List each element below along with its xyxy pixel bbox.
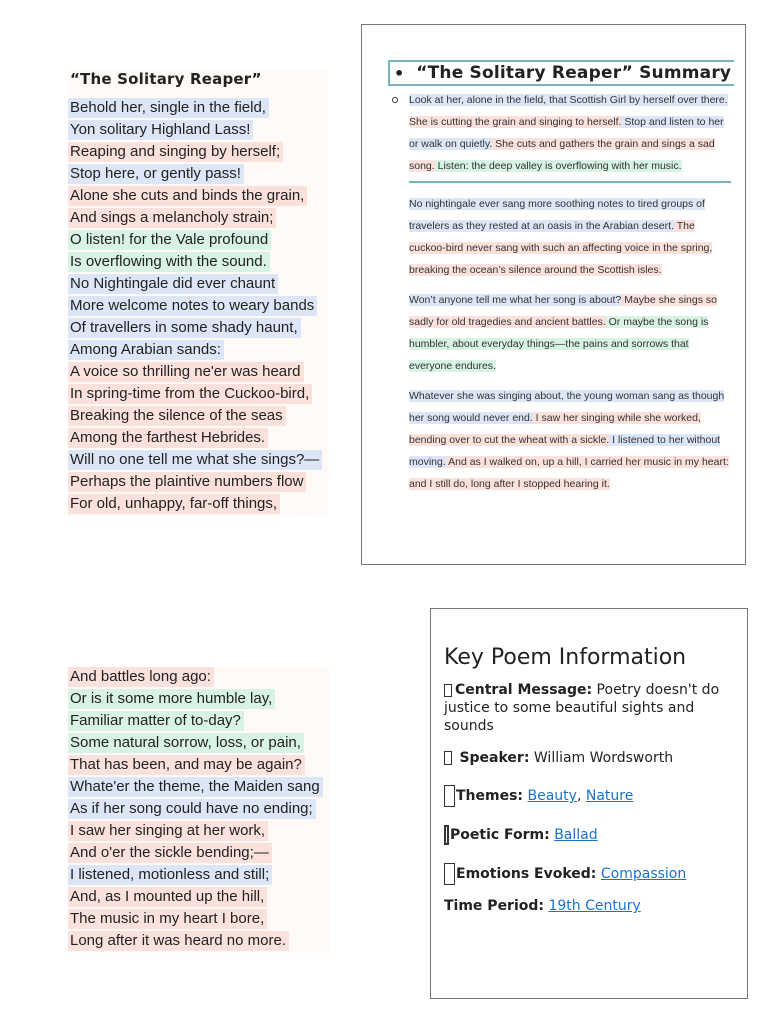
central-message-value: Poetry doesn't do justice to some beautiful sights and sounds	[444, 682, 720, 734]
summary-sentence: Listen: the deep valley is overflowing with her music.	[434, 160, 682, 172]
poem-line: And battles long ago:	[68, 667, 214, 687]
poem-line: I listened, motionless and still;	[68, 865, 272, 885]
poem-line: Of travellers in some shady haunt,	[68, 318, 301, 338]
poem-line: And sings a melancholy strain;	[68, 208, 276, 228]
summary-body	[409, 89, 731, 503]
speaker-value: William Wordsworth	[529, 750, 674, 766]
summary-panel	[361, 24, 746, 565]
poem-line: Perhaps the plaintive numbers flow	[68, 472, 306, 492]
poem-line: Behold her, single in the field,	[68, 98, 269, 118]
summary-paragraph	[409, 193, 731, 281]
poem-line: Among the farthest Hebrides.	[68, 428, 268, 448]
themes-separator: ,	[576, 788, 586, 804]
poem-line: Yon solitary Highland Lass!	[68, 120, 253, 140]
circle-bullet-icon	[392, 97, 398, 103]
missing-glyph-icon	[444, 825, 449, 845]
summary-paragraph	[409, 89, 731, 183]
themes-item	[444, 785, 734, 807]
summary-sentence: Stop and listen to her or walk on quietly.	[409, 116, 724, 150]
missing-glyph-icon	[444, 751, 452, 765]
summary-paragraph	[409, 289, 731, 377]
missing-glyph-icon	[444, 785, 455, 807]
poem-line: As if her song could have no ending;	[68, 799, 316, 819]
summary-sentence: I saw her singing while she worked, bending over to cut the wheat with a sickle.	[409, 412, 701, 446]
poem-part-1	[68, 70, 328, 516]
poem-line: A voice so thrilling ne'er was heard	[68, 362, 304, 382]
central-message-item	[444, 681, 734, 735]
bullet-icon: •	[394, 63, 405, 83]
summary-sentence: She is cutting the grain and singing to herself.	[409, 116, 622, 128]
poem-line: Some natural sorrow, loss, or pain,	[68, 733, 304, 753]
summary-title: “The Solitary Reaper” Summary	[416, 63, 732, 83]
summary-sentence: I listened to her without moving.	[409, 434, 721, 468]
central-message-label: Central Message:	[455, 682, 593, 698]
poem-line: More welcome notes to weary bands	[68, 296, 317, 316]
poem-lines	[68, 98, 322, 514]
poem-line: Long after it was heard no more.	[68, 931, 289, 951]
summary-paragraph	[409, 385, 731, 495]
key-info-heading: Key Poem Information	[444, 645, 687, 670]
time-period-item	[444, 897, 734, 915]
summary-sentence: Look at her, alone in the field, that Scottish Girl by herself over there.	[409, 94, 728, 106]
poem-lines	[68, 667, 323, 951]
poem-line: I saw her singing at her work,	[68, 821, 268, 841]
poem-line: Whate'er the theme, the Maiden sang	[68, 777, 323, 797]
poem-line: Familiar matter of to-day?	[68, 711, 244, 731]
poem-line: Stop here, or gently pass!	[68, 164, 244, 184]
time-period-label: Time Period:	[444, 898, 545, 914]
poem-line: The music in my heart I bore,	[68, 909, 267, 929]
poem-line: For old, unhappy, far-off things,	[68, 494, 280, 514]
poem-part-2	[68, 667, 329, 953]
summary-sentence: No nightingale ever sang more soothing notes to tired groups of travelers as they rested at an oasis in the Arabian desert.	[409, 198, 705, 232]
poem-line: In spring-time from the Cuckoo-bird,	[68, 384, 312, 404]
poem-line: Will no one tell me what she sings?—	[68, 450, 322, 470]
key-info-panel	[430, 608, 748, 999]
poem-title: “The Solitary Reaper”	[70, 70, 262, 88]
poem-line: And, as I mounted up the hill,	[68, 887, 267, 907]
poetic-form-label: Poetic Form:	[450, 827, 550, 843]
poem-line: Alone she cuts and binds the grain,	[68, 186, 307, 206]
poem-line: Is overflowing with the sound.	[68, 252, 270, 272]
missing-glyph-icon	[444, 863, 455, 885]
summary-sentence: And as I walked on, up a hill, I carried her music in my heart: and I still do, long after I stopped hearing it.	[409, 456, 729, 490]
emotions-label: Emotions Evoked:	[456, 866, 597, 882]
emotions-link[interactable]: Compassion	[600, 866, 687, 882]
poem-line: And o'er the sickle bending;—	[68, 843, 272, 863]
poem-line: Or is it some more humble lay,	[68, 689, 275, 709]
summary-sentence: The cuckoo-bird never sang with such an affecting voice in the spring, breaking the ocean’s silence around the Scottish isles.	[409, 220, 713, 276]
poem-line: No Nightingale did ever chaunt	[68, 274, 278, 294]
key-info-list	[444, 681, 734, 927]
poem-line: Among Arabian sands:	[68, 340, 224, 360]
summary-sentence: She cuts and gathers the grain and sings a sad song.	[409, 138, 715, 172]
emotions-item	[444, 863, 734, 885]
speaker-label: Speaker:	[459, 750, 530, 766]
summary-heading	[388, 60, 734, 86]
poetic-form-item	[444, 825, 734, 845]
missing-glyph-icon	[444, 684, 452, 697]
theme-link-nature[interactable]: Nature	[585, 788, 634, 804]
poetic-form-link[interactable]: Ballad	[554, 827, 598, 843]
poem-line: Reaping and singing by herself;	[68, 142, 283, 162]
summary-sentence: Won’t anyone tell me what her song is about?	[409, 294, 622, 306]
poem-line: Breaking the silence of the seas	[68, 406, 286, 426]
summary-sentence: Maybe she sings so sadly for old tragedies and ancient battles.	[409, 294, 717, 328]
poem-line: That has been, and may be again?	[68, 755, 305, 775]
time-period-link[interactable]: 19th Century	[548, 898, 641, 914]
themes-label: Themes:	[456, 788, 524, 804]
speaker-item	[444, 749, 734, 767]
poem-line: O listen! for the Vale profound	[68, 230, 271, 250]
summary-sentence: Whatever she was singing about, the young woman sang as though her song would never end.	[409, 390, 725, 424]
summary-sentence: Or maybe the song is humbler, about everyday things—the pains and sorrows that everyone endures.	[409, 316, 709, 372]
theme-link-beauty[interactable]: Beauty	[527, 788, 577, 804]
